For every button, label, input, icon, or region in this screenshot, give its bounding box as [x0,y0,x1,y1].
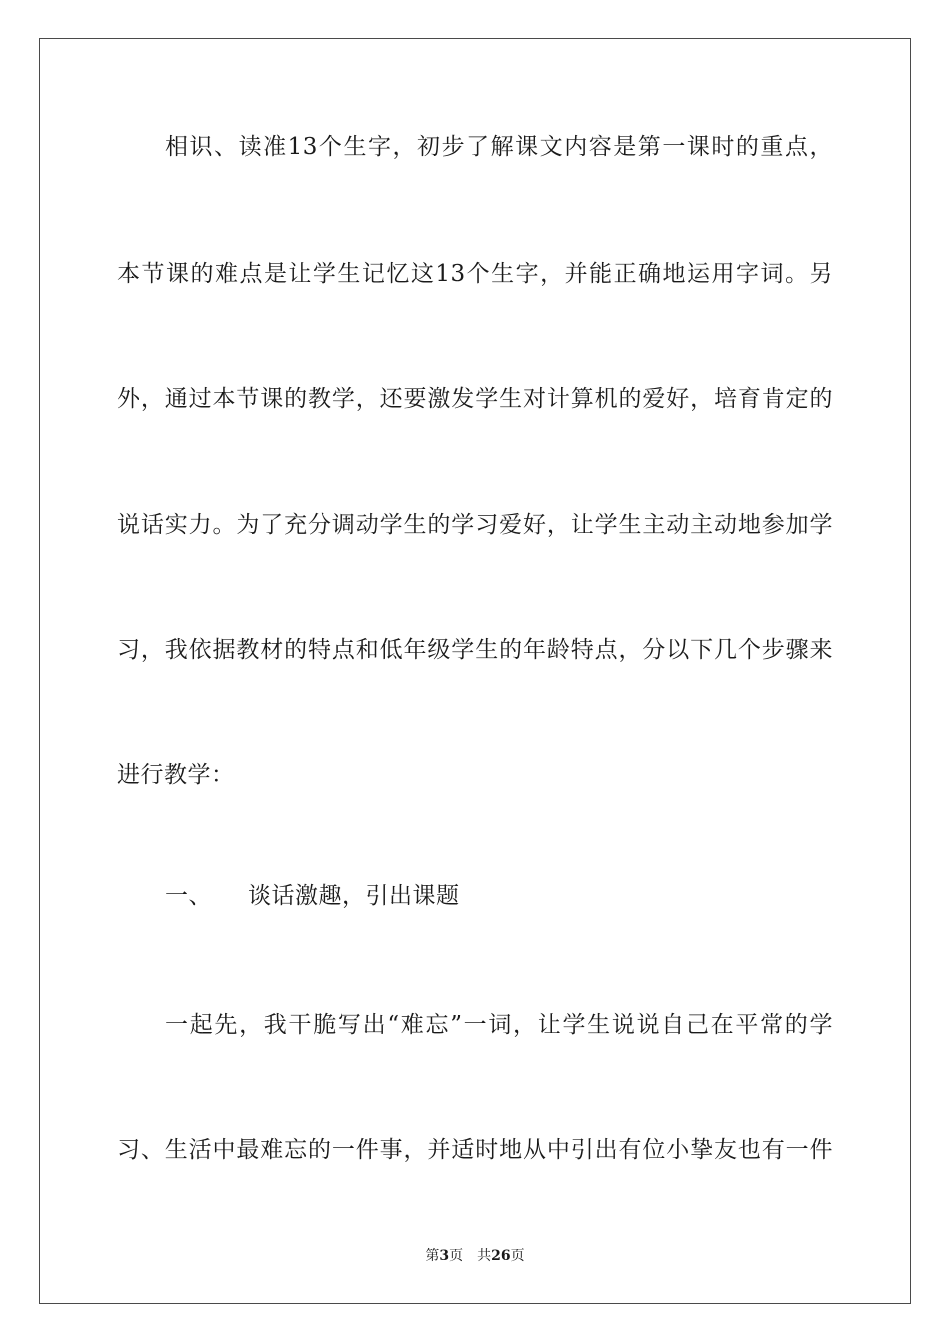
page-footer [0,1246,950,1266]
paragraph-1-line-5: 习，我依据教材的特点和低年级学生的年龄特点，分以下几个步骤来 [117,637,833,663]
footer-page-suffix: 页 [449,1248,464,1264]
paragraph-1-line-4: 说话实力。为了充分调动学生的学习爱好，让学生主动主动地参加学 [117,512,833,538]
footer-page-number: 3 [439,1248,450,1264]
paragraph-2-line-1: 一起先，我干脆写出“难忘”一词，让学生说说自己在平常的学 [165,1012,833,1038]
footer-total-prefix: 共 [477,1248,492,1264]
paragraph-2-line-2: 习、生活中最难忘的一件事，并适时地从中引出有位小挚友也有一件 [117,1137,833,1163]
footer-total-pages: 26 [491,1248,511,1264]
footer-page-prefix: 第 [425,1248,440,1264]
paragraph-1-line-6: 进行教学： [117,762,235,788]
paragraph-1-line-2: 本节课的难点是让学生记忆这13个生字，并能正确地运用字词。另 [117,261,833,287]
paragraph-1-line-1: 相识、读准13个生字，初步了解课文内容是第一课时的重点， [165,134,833,160]
footer-total-suffix: 页 [510,1248,525,1264]
paragraph-1-line-3: 外，通过本节课的教学，还要激发学生对计算机的爱好，培育肯定的 [117,386,833,412]
section-heading-number: 一、 [165,883,212,909]
page-border [39,38,911,1304]
section-heading-text: 谈话激趣，引出课题 [248,883,460,909]
section-heading [165,881,460,911]
